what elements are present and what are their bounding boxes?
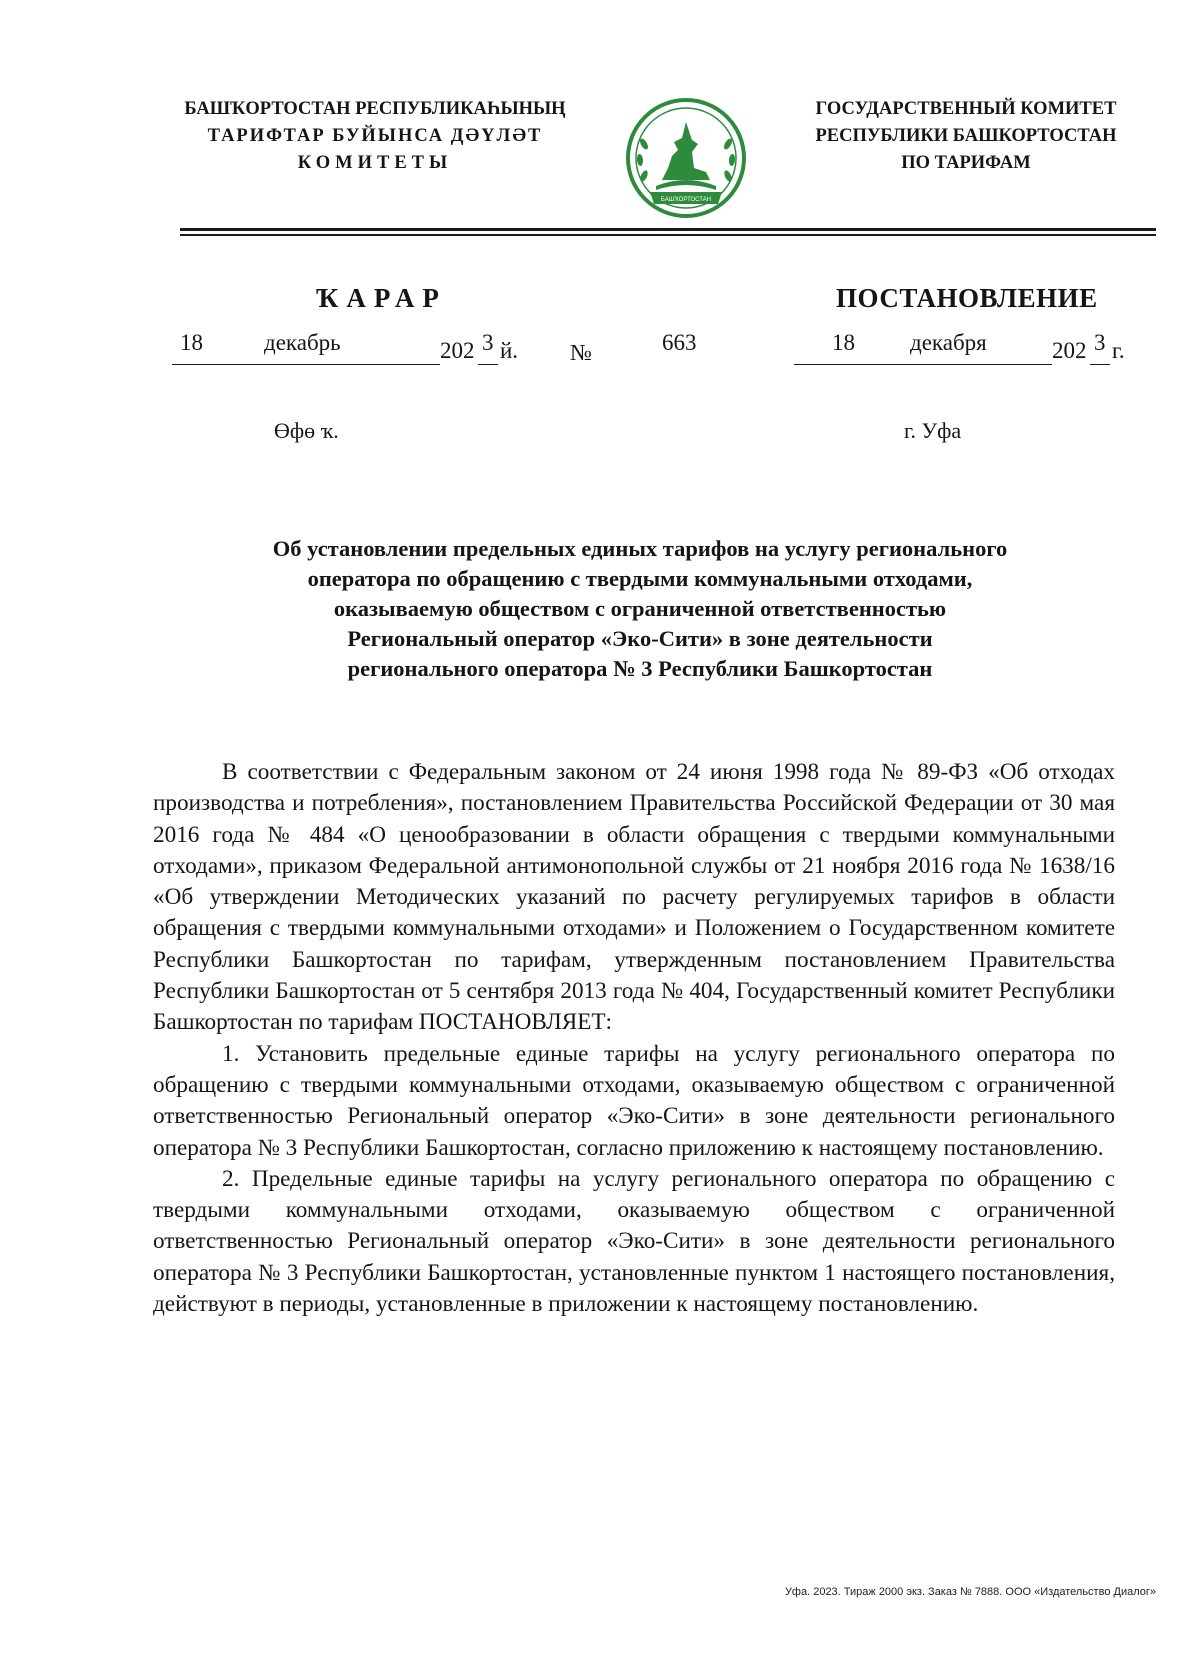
left-year-underline [478, 364, 498, 365]
header-left-org-name [170, 96, 580, 177]
decree-title-line-5: регионального оператора № 3 Республики Башкортостан [347, 656, 933, 681]
right-date-year-digit: 3 [1094, 330, 1106, 355]
decree-title [170, 534, 1110, 684]
header-left-line-1: БАШҠОРТОСТАН РЕСПУБЛИКАҺЫНЫҢ [184, 99, 566, 119]
decree-title-line-1: Об установлении предельных единых тарифов на услугу регионального [272, 536, 1008, 561]
doc-type-bashkir: ҠАРАР [316, 283, 447, 313]
right-date-day: 18 [832, 330, 855, 355]
body-paragraph-preamble: В соответствии с Федеральным законом от 24 июня 1998 года № 89-ФЗ «Об отходах производства и потребления», постановлением Правительства Российской Федерации от 30 мая 2016 года № 484 «О ценообразовании в области обращения с твердыми коммунальными отходами», приказом Федеральной антимонопольной службы от 21 ноября 2016 года № 1638/16 «Об утверждении Методических указаний по расчету регулируемых тарифов в области обращения с твердыми коммунальными отходами» и Положением о Государственном комитете Республики Башкортостан по тарифам, утвержденным постановлением Правительства Республики Башкортостан от 5 сентября 2013 года № 404, Государственный комитет Республики Башкортостан по тарифам ПОСТАНОВЛЯЕТ: [153, 759, 1115, 1036]
header-right-line-3: ПО ТАРИФАМ [901, 153, 1031, 173]
right-date-suffix: г. [1112, 338, 1125, 363]
city-russian: г. Уфа [904, 418, 962, 443]
header-divider-thick [180, 228, 1156, 231]
body-paragraph-item-1: 1. Установить предельные единые тарифы на услугу регионального оператора по обращению с твердыми коммунальными отходами, оказываемую обществом с ограниченной ответственностью Региональный оператор «Эко-Сити» в зоне деятельности регионального оператора № 3 Республики Башкортостан, согласно приложению к настоящему постановлению. [153, 1040, 1115, 1161]
left-date-day: 18 [180, 330, 203, 355]
decree-title-line-4: Региональный оператор «Эко-Сити» в зоне деятельности [347, 626, 933, 651]
left-date-suffix: й. [500, 338, 519, 363]
print-imprint: Уфа. 2023. Тираж 2000 экз. Заказ № 7888. ООО «Издательство Диалог» [784, 1586, 1156, 1598]
header-right-line-2: РЕСПУБЛИКИ БАШКОРТОСТАН [815, 126, 1117, 146]
doc-type-russian: ПОСТАНОВЛЕНИЕ [836, 283, 1098, 313]
left-date-year-prefix: 202 [440, 338, 475, 363]
coat-of-arms-emblem [622, 94, 750, 222]
right-date-year-prefix: 202 [1052, 338, 1087, 363]
header-right-org-name [776, 96, 1156, 177]
decree-body [153, 757, 1115, 1320]
decree-title-line-3: оказываемую обществом с ограниченной ответственностью [333, 596, 947, 621]
decree-title-line-2: оператора по обращению с твердыми коммунальными отходами, [307, 566, 973, 591]
decree-number: 663 [662, 330, 697, 355]
header-right-line-1: ГОСУДАРСТВЕННЫЙ КОМИТЕТ [815, 99, 1117, 119]
header-divider-thin [180, 234, 1156, 236]
emblem-ribbon-text: БАШҠОРТОСТАН [660, 197, 712, 203]
right-year-underline [1090, 364, 1110, 365]
body-paragraph-item-2: 2. Предельные единые тарифы на услугу регионального оператора по обращению с твердыми коммунальными отходами, оказываемую обществом с ограниченной ответственностью Региональный оператор «Эко-Сити» в зоне деятельности регионального оператора № 3 Республики Башкортостан, установленные пунктом 1 настоящего постановления, действуют в периоды, установленные в приложении к настоящему постановлению. [153, 1165, 1115, 1318]
city-bashkir: Өфө ҡ. [274, 418, 339, 443]
right-date-underline [794, 364, 1052, 365]
left-date-month: декабрь [264, 330, 341, 355]
left-date-underline [172, 364, 440, 365]
right-date-month: декабря [910, 330, 987, 355]
number-sign: № [570, 340, 592, 365]
header-left-line-3: КОМИТЕТЫ [297, 153, 453, 173]
left-date-year-digit: 3 [482, 330, 494, 355]
header-left-line-2: ТАРИФТАР БУЙЫНСА ДӘҮЛӘТ [207, 126, 543, 146]
